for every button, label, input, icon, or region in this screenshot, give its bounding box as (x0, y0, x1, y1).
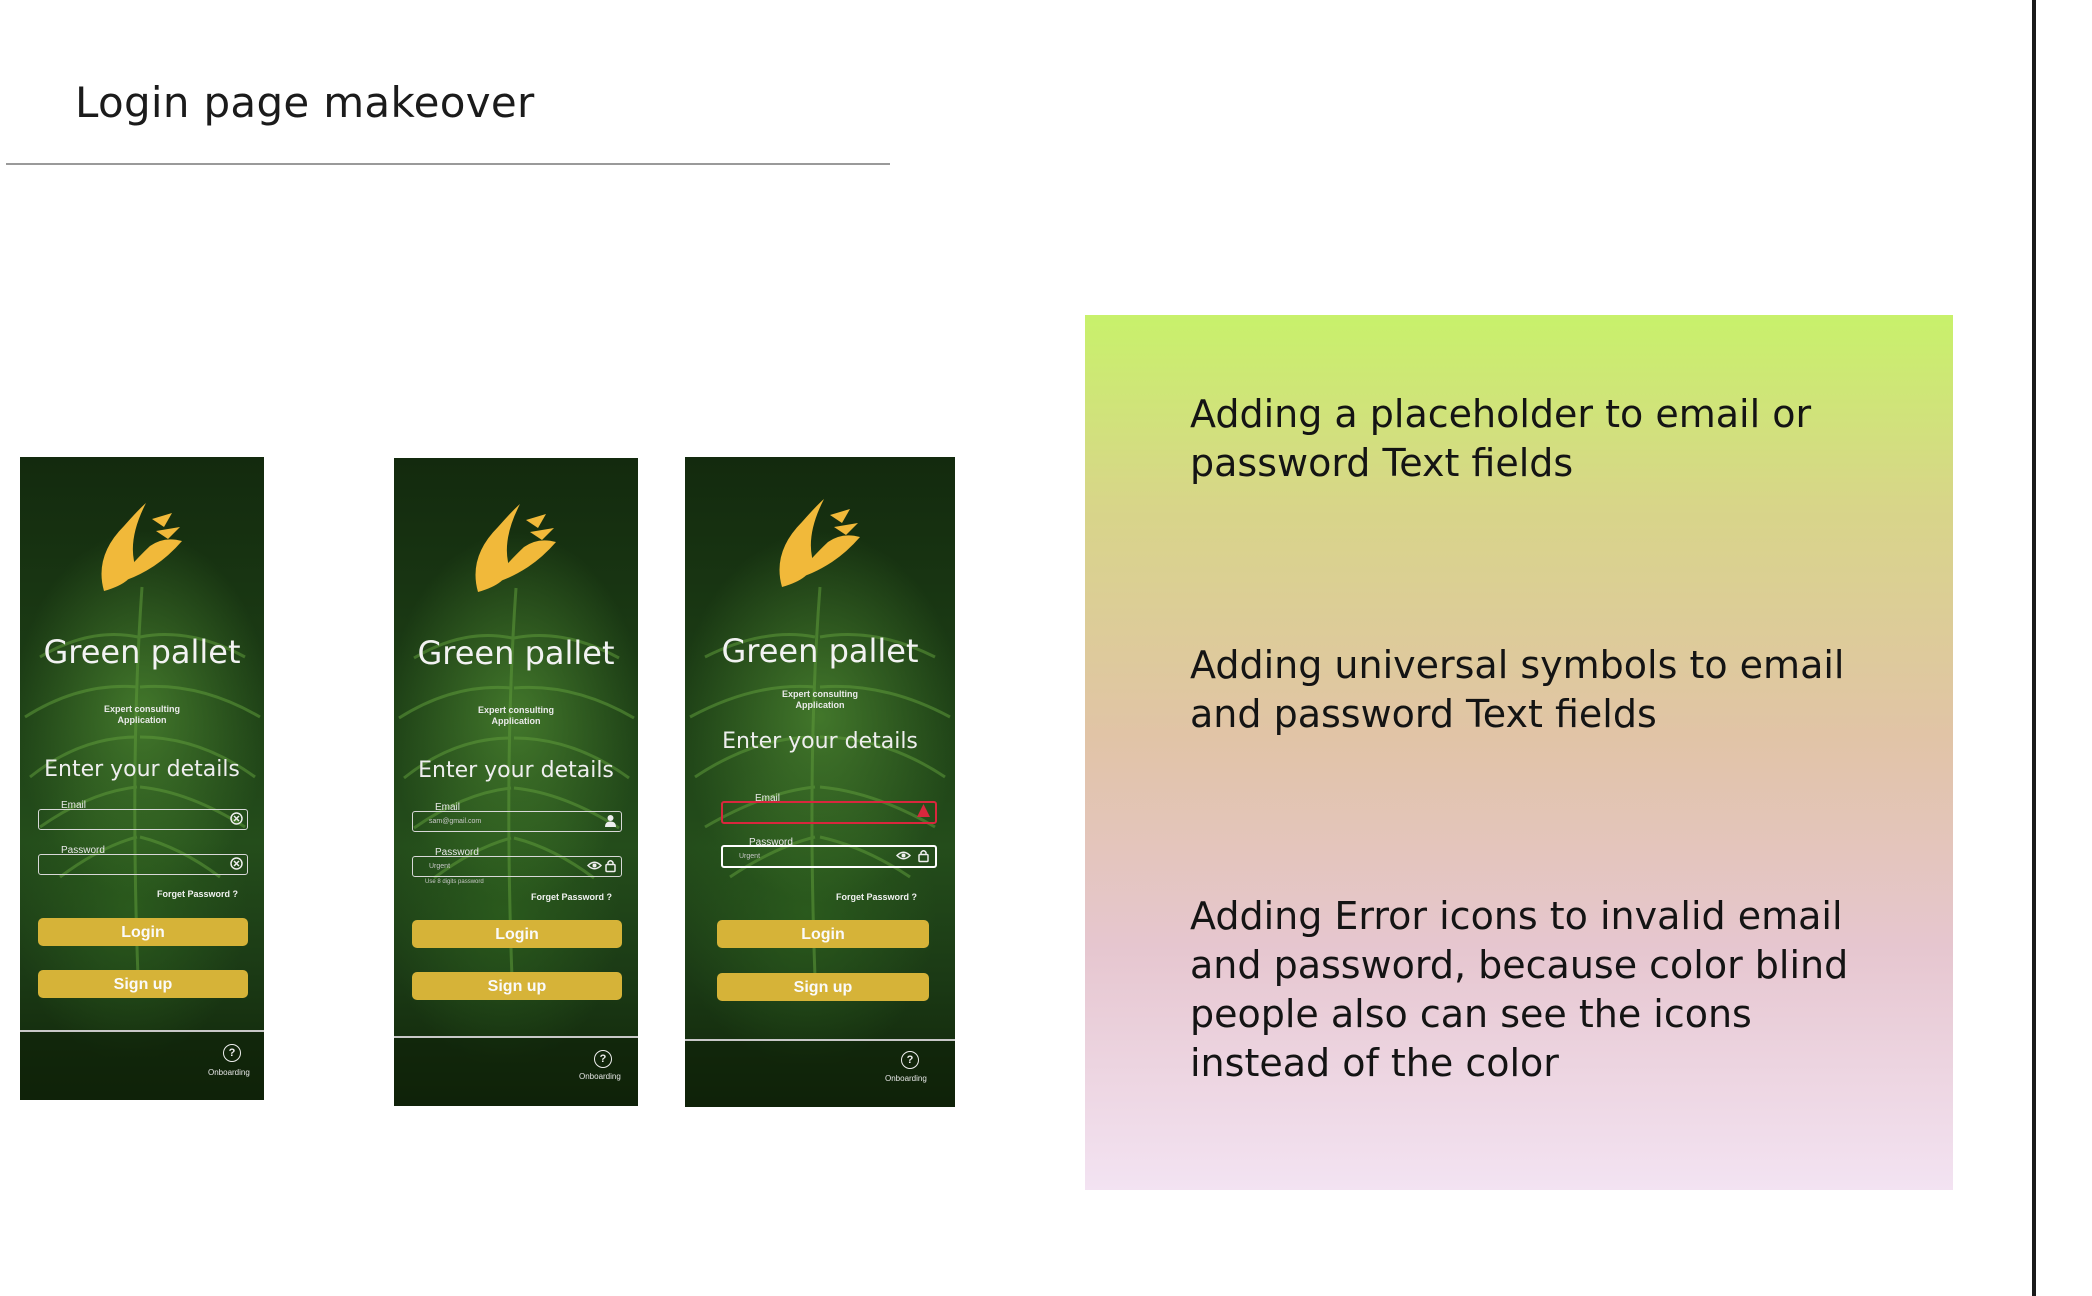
email-field[interactable] (38, 800, 248, 830)
help-icon[interactable]: ? (594, 1050, 612, 1068)
improvements-card (1085, 315, 1953, 1190)
page-title: Login page makeover (75, 78, 535, 127)
title-divider (6, 163, 890, 165)
password-helper-text: Use 8 digits password (425, 879, 484, 885)
app-subtitle: Expert consulting Application (781, 689, 858, 710)
lock-icon (603, 858, 618, 873)
email-label: Email (755, 793, 781, 804)
note-universal-symbols: Adding universal symbols to email and password Text fields (1190, 643, 1845, 736)
note-error-icons: Adding Error icons to invalid email and password, because color blind people also can see the icons instead of the color (1190, 894, 1849, 1085)
email-placeholder: sam@gmail.com (429, 818, 482, 825)
password-field[interactable] (721, 837, 937, 868)
help-icon[interactable]: ? (901, 1051, 919, 1069)
app-name: Green pallet (721, 632, 919, 670)
onboarding-label[interactable]: Onboarding (208, 1068, 250, 1077)
eye-icon[interactable] (896, 848, 911, 863)
password-placeholder: Urgent (739, 853, 761, 860)
lock-icon (916, 848, 931, 863)
error-warning-icon (916, 803, 931, 818)
app-subtitle: Expert consulting Application (477, 705, 554, 726)
password-field[interactable] (38, 845, 248, 875)
password-placeholder: Urgent (429, 863, 451, 870)
enter-details-heading: Enter your details (44, 757, 240, 782)
enter-details-heading: Enter your details (722, 729, 918, 754)
onboarding-label[interactable]: Onboarding (885, 1074, 927, 1083)
password-field[interactable] (412, 847, 622, 885)
bottom-bar (20, 1032, 264, 1100)
eye-icon[interactable] (587, 858, 602, 873)
footer-divider (685, 1039, 955, 1041)
login-button[interactable]: Login (38, 918, 248, 946)
app-subtitle: Expert consulting Application (103, 704, 180, 725)
footer-divider (394, 1036, 638, 1038)
password-label: Password (61, 845, 105, 856)
email-label: Email (61, 800, 87, 811)
signup-button[interactable]: Sign up (38, 970, 248, 998)
phone-mockup-original (20, 457, 264, 1100)
signup-button[interactable]: Sign up (412, 972, 622, 1000)
login-button[interactable]: Login (717, 920, 929, 948)
password-label: Password (435, 847, 479, 858)
forget-password-link[interactable]: Forget Password ? (530, 892, 612, 902)
phone-mockup-placeholders (394, 458, 638, 1106)
password-label: Password (749, 837, 793, 848)
login-button[interactable]: Login (412, 920, 622, 948)
footer-divider (20, 1030, 264, 1032)
phone-mockup-error-state (685, 457, 955, 1107)
enter-details-heading: Enter your details (418, 758, 614, 783)
forget-password-link[interactable]: Forget Password ? (156, 889, 238, 899)
note-placeholder: Adding a placeholder to email or password Text fields (1190, 392, 1812, 485)
frame-border (2032, 0, 2036, 1296)
leaf-logo-icon (468, 502, 564, 602)
leaf-logo-icon (94, 501, 190, 601)
onboarding-label[interactable]: Onboarding (579, 1072, 621, 1081)
clear-icon[interactable] (229, 856, 244, 871)
app-name: Green pallet (417, 634, 615, 672)
help-icon[interactable]: ? (223, 1044, 241, 1062)
email-label: Email (435, 802, 461, 813)
email-field-error[interactable] (721, 793, 937, 824)
email-field[interactable] (412, 802, 622, 832)
signup-button[interactable]: Sign up (717, 973, 929, 1001)
user-icon (603, 813, 618, 828)
app-name: Green pallet (43, 633, 241, 671)
forget-password-link[interactable]: Forget Password ? (835, 892, 917, 902)
clear-icon[interactable] (229, 811, 244, 826)
leaf-logo-icon (772, 497, 868, 597)
